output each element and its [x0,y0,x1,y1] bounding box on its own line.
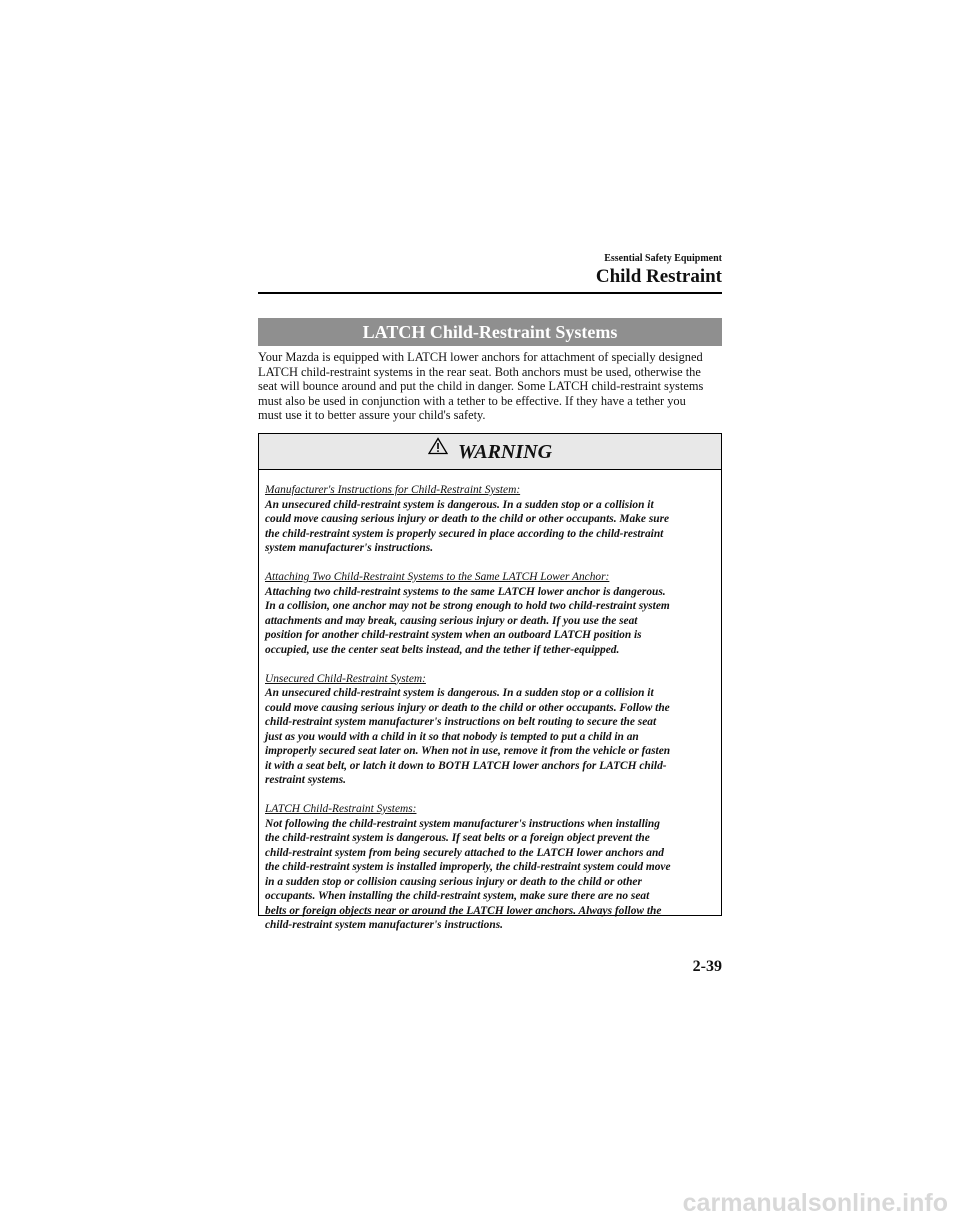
warning-line: An unsecured child-restraint system is dangerous. In a sudden stop or a collision it [265,687,654,699]
warning-item [265,802,715,933]
intro-paragraph [258,350,722,423]
warning-line: An unsecured child-restraint system is dangerous. In a sudden stop or a collision it [265,498,654,511]
warning-line: could move causing serious injury or death to the child or other occupants. Follow the [265,701,670,714]
warning-line: Not following the child-restraint system manufacturer's instructions when installing [265,817,660,830]
warning-line: could move causing serious injury or death to the child or other occupants. Make sure [265,513,670,525]
intro-line: Your Mazda is equipped with LATCH lower anchors for attachment of specially designed [258,350,703,364]
header-section-label: Essential Safety Equipment [604,253,722,264]
header-divider [258,292,722,294]
warning-header [259,434,721,470]
warning-line: child-restraint system manufacturer's instructions. [265,919,503,931]
warning-line: occupants. When installing the child-restraint system, make sure there are no seat [265,890,650,902]
warning-line: position for another child-restraint system when an outboard LATCH position is [265,629,642,641]
warning-box [258,433,722,931]
warning-line: just as you would with a child in it so that nobody is tempted to put a child in an [265,730,639,743]
warning-line: the child-restraint system is dangerous. If seat belts or a foreign object prevent the [265,832,650,844]
warning-item-title: LATCH Child-Restraint Systems: [265,803,417,815]
warning-item-title: Manufacturer's Instructions for Child-Restraint System: [265,484,521,496]
warning-line: system manufacturer's instructions. [265,542,434,554]
warning-title: WARNING [457,440,553,463]
warning-line: belts or foreign objects near or around the LATCH lower anchors. Always follow the [265,904,662,917]
warning-triangle-icon [428,433,448,468]
watermark-text: carmanualsonline.info [682,1189,948,1217]
warning-line: improperly secured seat later on. When not in use, remove it from the vehicle or fasten [265,745,671,757]
section-title-bar: LATCH Child-Restraint Systems [258,318,722,346]
intro-line: LATCH child-restraint systems in the rear seat. Both anchors must be used, otherwise the [258,364,701,379]
page-number: 2-39 [692,958,722,975]
warning-item-title: Unsecured Child-Restraint System: [265,672,426,685]
warning-line: restraint systems. [265,774,347,786]
warning-line: the child-restraint system is properly secured in place according to the child-restraint [265,527,664,540]
intro-line: seat will bounce around and put the child in danger. Some LATCH child-restraint systems [258,379,704,394]
warning-line: child-restraint system manufacturer's instructions on belt routing to secure the seat [265,716,657,728]
warning-item-title: Attaching Two Child-Restraint Systems to the Same LATCH Lower Anchor: [265,571,610,583]
warning-line: Attaching two child-restraint systems to the same LATCH lower anchor is dangerous. [265,585,666,598]
warning-line: the child-restraint system is installed improperly, the child-restraint system could move [265,861,671,873]
warning-line: in a sudden stop or collision causing serious injury or death to the child or other [265,875,642,888]
warning-line: In a collision, one anchor may not be strong enough to hold two child-restraint system [265,600,670,612]
warning-item [265,483,715,556]
intro-line: must also be used in conjunction with a tether to be effective. If they have a tether you [258,393,686,408]
warning-body [259,470,721,933]
warning-item [265,672,715,788]
warning-item [265,570,715,657]
intro-line: must use it to better assure your child's safety. [258,408,486,423]
warning-line: occupied, use the center seat belts instead, and the tether if tether-equipped. [265,643,620,656]
header-chapter-title: Child Restraint [595,266,722,287]
warning-line: it with a seat belt, or latch it down to BOTH LATCH lower anchors for LATCH child- [265,759,667,772]
warning-line: child-restraint system from being securely attached to the LATCH lower anchors and [265,846,664,859]
warning-line: attachments and may break, causing serious injury or death. If you use the seat [265,614,638,627]
